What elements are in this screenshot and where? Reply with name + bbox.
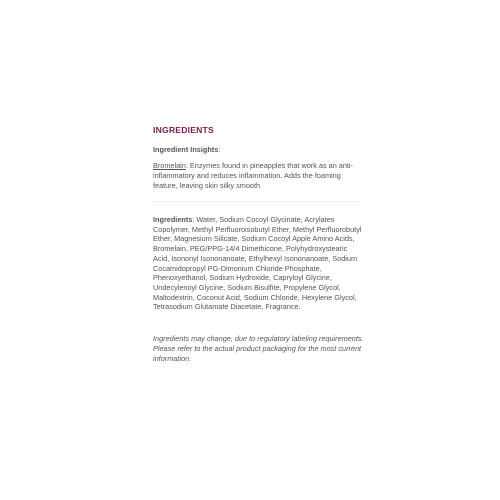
ingredient-insights-label-text: Ingredient Insights	[153, 145, 219, 154]
ingredients-panel	[153, 124, 365, 364]
insight-text: : Enzymes found in pineapples that work as an anti-inflammatory and reduces inflammation. Adds the foaming feature, leaving skin silky smooth	[153, 161, 353, 190]
ingredient-insights-label: Ingredient Insights:	[153, 145, 221, 154]
ingredients-label: Ingredients	[153, 215, 193, 224]
regulatory-disclaimer: Ingredients may change, due to regulatory labeling requirements. Please refer to the actual product packaging for the most current information.	[153, 334, 364, 364]
section-divider	[153, 201, 358, 202]
ingredient-insight-paragraph	[153, 161, 365, 191]
ingredients-list-text: : Water, Sodium Cocoyl Glycinate, Acrylates Copolymer, Methyl Perfluoroisobutyl Ether, Methyl Perfluorobutyl Ether, Magnesium Silicate, Sodium Cocoyl Apple Amino Acids, Bromelain, PEG/PPG-14/4 Dimethicone, Polyhydroxystearic Acid, Isononyl Isononanoate, Ethylhexyl Isononanoate, Sodium Cocamidopropyl PG-Dimonium Chloride Phosphate, Phenoxyethanol, Sodium Hydroxide, Capryloyl Glycine, Undecylenoyl Glycine, Sodium Bisulfite, Propylene Glycol, Maltodextrin, Coconut Acid, Sodium Chloride, Hexylene Glycol, Tetrasodium Glutamate Diacetate, Fragrance.	[153, 215, 362, 312]
ingredients-list-paragraph	[153, 215, 365, 312]
ingredients-heading: INGREDIENTS	[153, 125, 214, 135]
insight-term: Bromelain	[153, 161, 186, 170]
